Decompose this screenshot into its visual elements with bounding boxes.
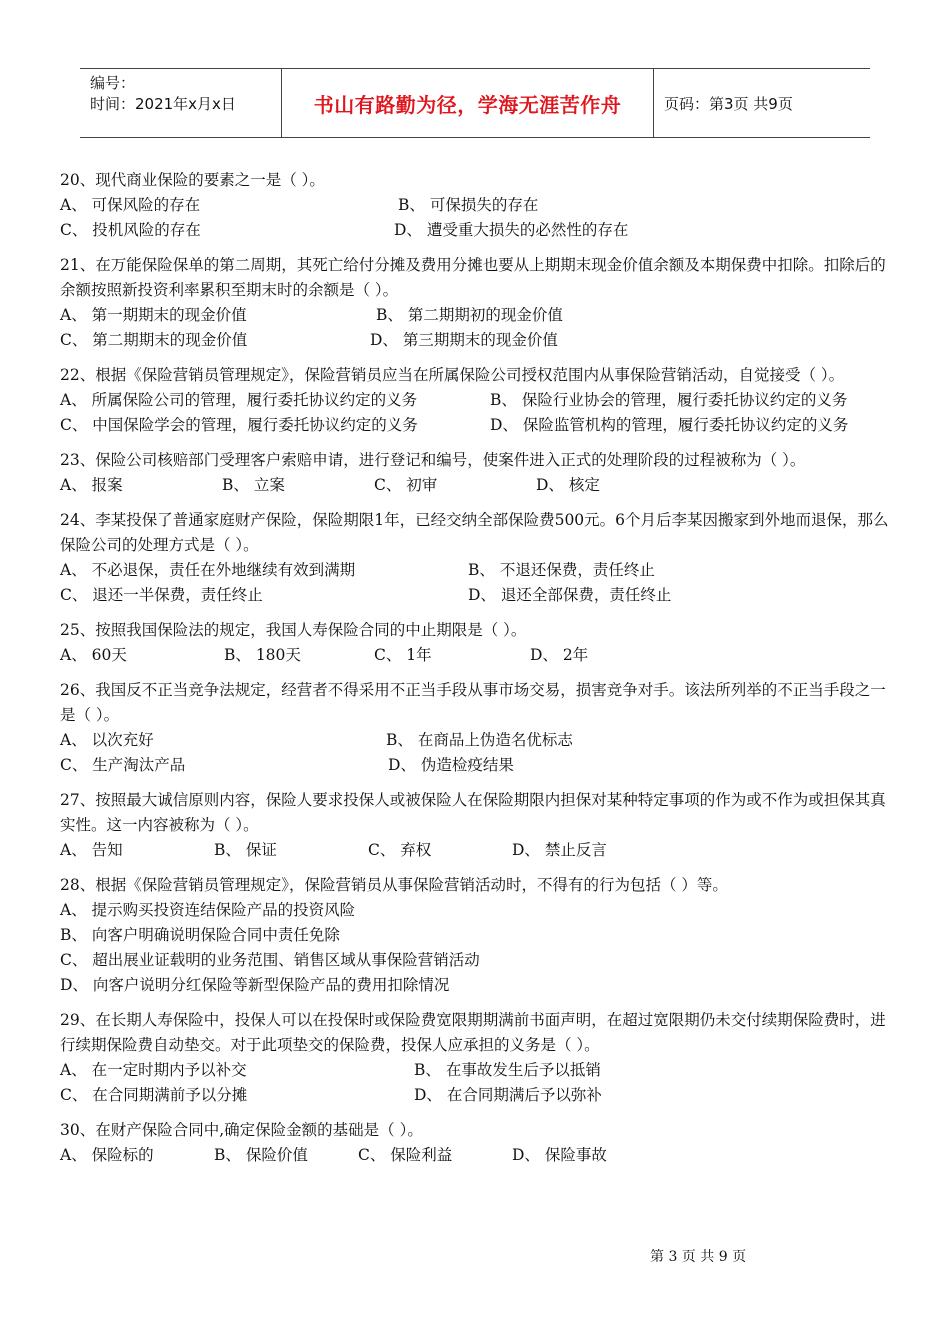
option-a: A、 在一定时期内予以补交: [60, 1061, 247, 1079]
option-a: A、 不必退保，责任在外地继续有效到满期: [60, 561, 356, 579]
document-time-label: 时间：2021年x月x日: [90, 95, 236, 113]
question-26: [60, 678, 892, 778]
option-a: A、 60天: [60, 646, 127, 664]
question-27: [60, 788, 892, 863]
option-a: A、 报案: [60, 476, 123, 494]
question-30: [60, 1118, 892, 1168]
question-stem: 21、在万能保险保单的第二周期，其死亡给付分摊及费用分摊也要从上期期末现金价值余额及本期保费中扣除。扣除后的余额按照新投资利率累积至期末时的余额是（ ）。: [60, 256, 886, 299]
option-d: D、 核定: [536, 476, 600, 494]
option-d: D、 保险事故: [512, 1146, 607, 1164]
option-a: A、 提示购买投资连结保险产品的投资风险: [60, 901, 356, 919]
option-a: A、 告知: [60, 841, 123, 859]
option-d: D、 向客户说明分红保险等新型保险产品的费用扣除情况: [60, 976, 450, 994]
question-20: [60, 168, 892, 243]
question-28: [60, 873, 892, 998]
question-stem: 24、李某投保了普通家庭财产保险，保险期限1年，已经交纳全部保险费500元。6个月后李某因搬家到外地而退保，那么保险公司的处理方式是（ ）。: [60, 511, 889, 554]
header-motto: 书山有路勤为径，学海无涯苦作舟: [313, 92, 622, 117]
option-d: D、 遭受重大损失的必然性的存在: [394, 221, 629, 239]
option-c: C、 保险利益: [358, 1146, 453, 1164]
option-a: A、 保险标的: [60, 1146, 154, 1164]
question-stem: 26、我国反不正当竞争法规定，经营者不得采用不正当手段从事市场交易，损害竞争对手。该法所列举的不正当手段之一是（ ）。: [60, 681, 886, 724]
option-b: B、 180天: [224, 646, 301, 664]
option-d: D、 禁止反言: [512, 841, 607, 859]
option-c: C、 在合同期满前予以分摊: [60, 1086, 248, 1104]
option-a: A、 以次充好: [60, 731, 154, 749]
option-d: D、 退还全部保费，责任终止: [468, 586, 672, 604]
option-c: C、 初审: [374, 476, 438, 494]
option-b: B、 在事故发生后予以抵销: [414, 1061, 601, 1079]
option-c: C、 1年: [374, 646, 432, 664]
question-stem: 28、根据《保险营销员管理规定》，保险营销员从事保险营销活动时，不得有的行为包括（ ）等。: [60, 876, 728, 894]
option-b: B、 第二期期初的现金价值: [376, 306, 563, 324]
option-c: C、 第二期期末的现金价值: [60, 331, 248, 349]
option-d: D、 第三期期末的现金价值: [370, 331, 558, 349]
option-b: B、 在商品上伪造名优标志: [386, 731, 573, 749]
option-b: B、 立案: [222, 476, 285, 494]
document-number-label: 编号：: [90, 74, 136, 92]
header-left-cell: [80, 69, 281, 137]
option-b: B、 保证: [214, 841, 277, 859]
option-d: D、 在合同期满后予以弥补: [414, 1086, 602, 1104]
option-b: B、 不退还保费，责任终止: [468, 561, 655, 579]
page-header: [80, 68, 870, 138]
question-stem: 23、保险公司核赔部门受理客户索赔申请，进行登记和编号，使案件进入正式的处理阶段的过程被称为（ ）。: [60, 451, 806, 469]
option-c: C、 弃权: [368, 841, 432, 859]
question-29: [60, 1008, 892, 1108]
option-a: A、 可保风险的存在: [60, 196, 201, 214]
question-25: [60, 618, 892, 668]
question-stem: 29、在长期人寿保险中，投保人可以在投保时或保险费宽限期期满前书面声明，在超过宽限期仍未交付续期保险费时，进行续期保险费自动垫交。对于此项垫交的保险费，投保人应承担的义务是（ ）。: [60, 1011, 886, 1054]
option-d: D、 2年: [530, 646, 589, 664]
question-21: [60, 253, 892, 353]
option-c: C、 超出展业证载明的业务范围、销售区域从事保险营销活动: [60, 951, 480, 969]
option-d: D、 保险监管机构的管理，履行委托协议约定的义务: [490, 416, 849, 434]
question-stem: 20、现代商业保险的要素之一是（ ）。: [60, 171, 325, 189]
question-24: [60, 508, 892, 608]
option-d: D、 伪造检疫结果: [388, 756, 514, 774]
option-a: A、 所属保险公司的管理，履行委托协议约定的义务: [60, 391, 418, 409]
question-23: [60, 448, 892, 498]
option-c: C、 退还一半保费，责任终止: [60, 586, 263, 604]
option-c: C、 生产淘汰产品: [60, 756, 186, 774]
option-c: C、 投机风险的存在: [60, 221, 201, 239]
question-list: [60, 168, 892, 1178]
question-stem: 22、根据《保险营销员管理规定》，保险营销员应当在所属保险公司授权范围内从事保险营销活动，自觉接受（ ）。: [60, 366, 845, 384]
option-c: C、 中国保险学会的管理，履行委托协议约定的义务: [60, 416, 418, 434]
question-stem: 30、在财产保险合同中,确定保险金额的基础是（ ）。: [60, 1121, 423, 1139]
question-stem: 27、按照最大诚信原则内容，保险人要求投保人或被保险人在保险期限内担保对某种特定事项的作为或不作为或担保其真实性。这一内容被称为（ ）。: [60, 791, 886, 834]
option-b: B、 保险价值: [214, 1146, 308, 1164]
page-footer: 第 3 页 共 9 页: [650, 1249, 747, 1265]
question-22: [60, 363, 892, 438]
header-page-info: 页码：第3页 共9页: [664, 94, 793, 113]
question-stem: 25、按照我国保险法的规定，我国人寿保险合同的中止期限是（ ）。: [60, 621, 527, 639]
option-b: B、 向客户明确说明保险合同中责任免除: [60, 926, 340, 944]
option-b: B、 可保损失的存在: [398, 196, 539, 214]
header-motto-cell: [281, 69, 654, 137]
option-b: B、 保险行业协会的管理，履行委托协议约定的义务: [490, 391, 848, 409]
option-a: A、 第一期期末的现金价值: [60, 306, 247, 324]
header-page-cell: [654, 69, 870, 137]
